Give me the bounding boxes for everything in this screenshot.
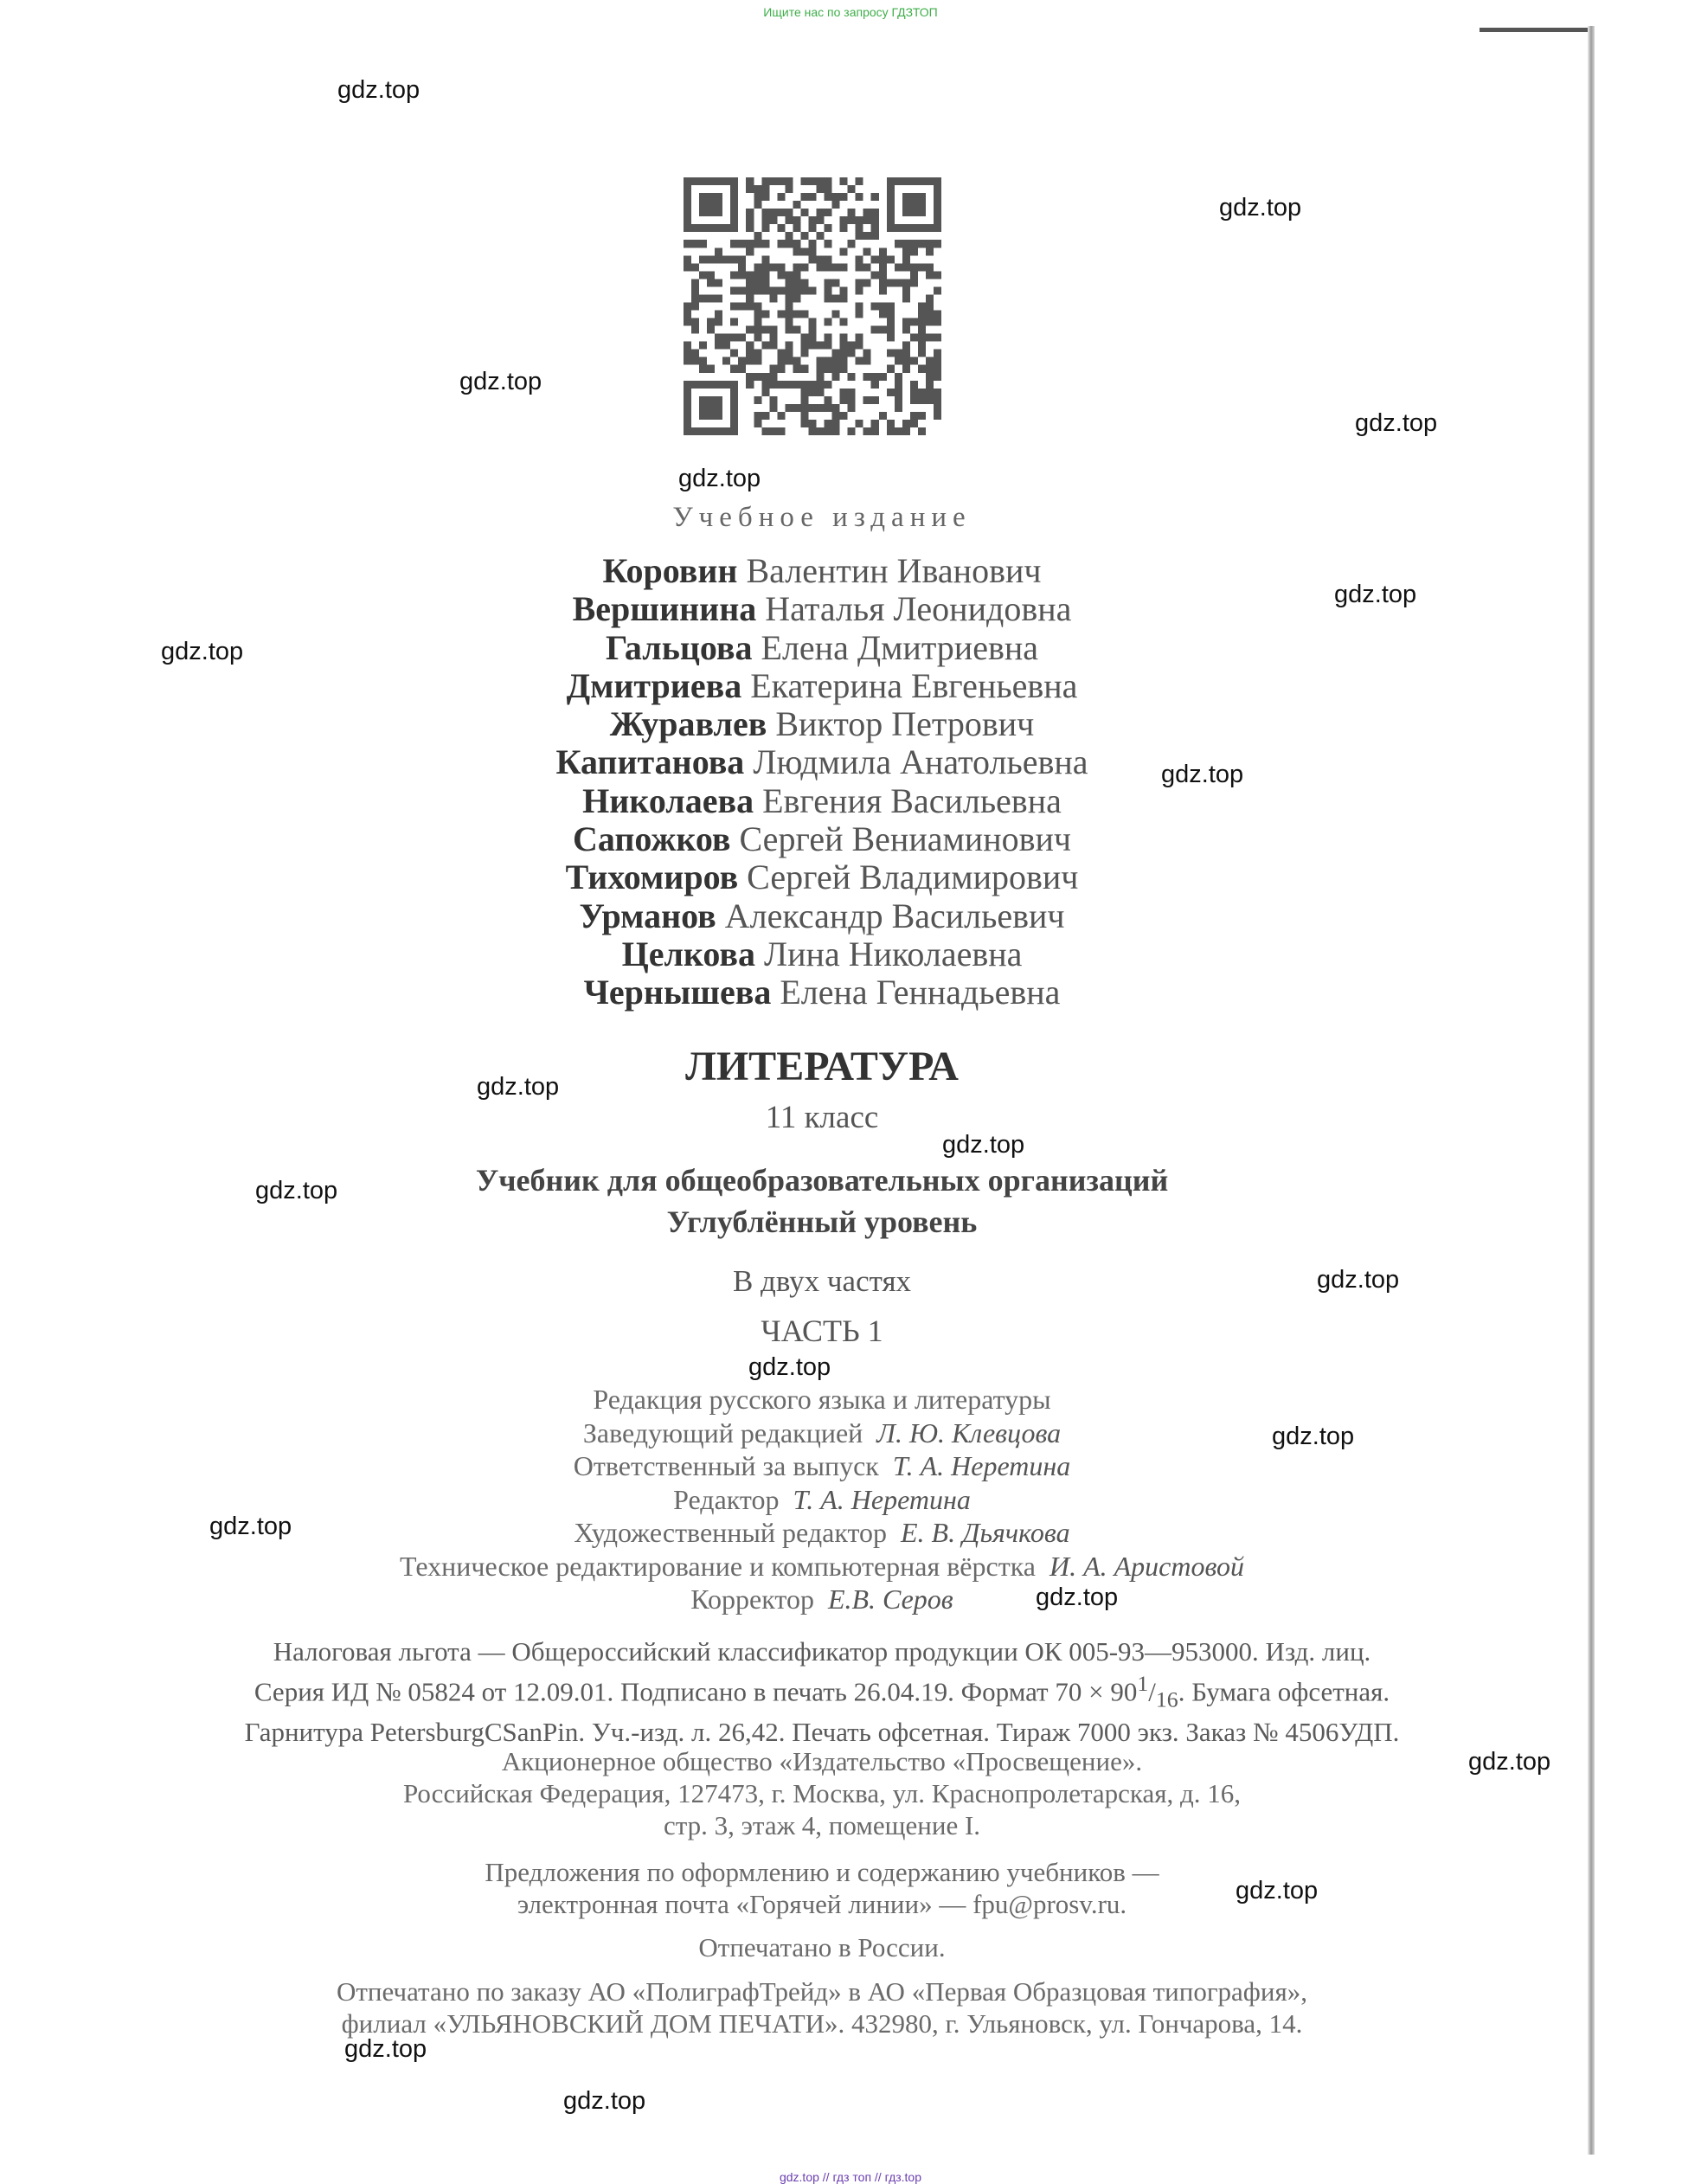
author-line (0, 705, 1644, 743)
watermark: gdz.top (1317, 1266, 1400, 1294)
format-text: Серия ИД № 05824 от 12.09.01. Подписано в печать 26.04.19. Формат 70 × 90 (254, 1676, 1138, 1707)
author-line (0, 667, 1644, 705)
author-surname: Целкова (621, 934, 756, 973)
author-surname: Чернышева (583, 973, 772, 1012)
tax-line: Налоговая льгота — Общероссийский классификатор продукции ОК 005-93—953000. Изд. лиц. (273, 1636, 1371, 1667)
watermark: gdz.top (161, 638, 244, 665)
author-name: Лина Николаевна (764, 934, 1023, 973)
author-line (0, 552, 1644, 590)
credit-name: Е.В. Серов (827, 1583, 953, 1615)
credit-label: Техническое редактирование и компьютерная вёрстка (400, 1550, 1036, 1582)
watermark: gdz.top (1219, 194, 1302, 222)
credit-label: Ответственный за выпуск (573, 1450, 879, 1481)
authors-list (0, 552, 1644, 1012)
credit-name: Т. А. Неретина (793, 1483, 971, 1515)
paper-text: . Бумага офсетная. (1178, 1676, 1390, 1707)
credit-line (0, 1516, 1644, 1550)
watermark: gdz.top (563, 2087, 646, 2115)
author-name: Елена Геннадьевна (780, 973, 1061, 1012)
qr-code (684, 177, 941, 435)
author-surname: Тихомиров (565, 858, 739, 897)
top-banner[interactable]: Ищите нас по запросу ГДЗТОП (763, 5, 938, 19)
author-surname: Вершинина (572, 589, 757, 629)
author-surname: Сапожков (572, 819, 731, 859)
bottom-banner[interactable]: gdz.top // гдз топ // гдз.top (779, 2170, 922, 2184)
credit-line (0, 1449, 1644, 1483)
book-grade: 11 класс (765, 1100, 879, 1135)
watermark: gdz.top (344, 2035, 427, 2063)
author-line (0, 973, 1644, 1012)
printer-line: Отпечатано по заказу АО «ПолиграфТрейд» в АО «Первая Образцовая типография», (337, 1976, 1307, 2007)
credit-name: И. А. Аристовой (1049, 1550, 1244, 1582)
tax-line (0, 1667, 1644, 1716)
format-numerator: 1 (1137, 1671, 1149, 1696)
credit-label: Художественный редактор (574, 1517, 887, 1548)
watermark: gdz.top (1036, 1583, 1119, 1611)
watermark: gdz.top (678, 465, 761, 492)
author-name: Сергей Владимирович (747, 858, 1079, 897)
publisher-line: Акционерное общество «Издательство «Просвещение». (501, 1746, 1143, 1776)
author-name: Екатерина Евгеньевна (750, 665, 1078, 705)
author-name: Людмила Анатольевна (753, 742, 1088, 782)
author-line (0, 743, 1644, 781)
publisher-line: Российская Федерация, 127473, г. Москва, ул. Краснопролетарская, д. 16, (402, 1778, 1242, 1808)
editorial-office: Редакция русского языка и литературы (593, 1384, 1051, 1415)
author-name: Виктор Петрович (775, 704, 1035, 744)
book-title: ЛИТЕРАТУРА (685, 1044, 959, 1089)
author-line (0, 935, 1644, 973)
book-subtitle (0, 1159, 1644, 1243)
watermark: gdz.top (209, 1513, 292, 1540)
author-surname: Капитанова (555, 742, 745, 782)
watermark: gdz.top (1468, 1748, 1551, 1776)
credit-line (0, 1550, 1644, 1583)
watermark: gdz.top (255, 1177, 338, 1204)
tax-info (0, 1635, 1644, 1748)
printed-in: Отпечатано в России. (698, 1932, 946, 1962)
credit-line (0, 1416, 1644, 1450)
credit-name: Л. Ю. Клевцова (876, 1416, 1062, 1449)
subtitle-line: Учебник для общеобразовательных организаций (475, 1163, 1169, 1198)
book-parts: В двух частях (732, 1264, 912, 1298)
author-line (0, 782, 1644, 820)
proposals-line: Предложения по оформлению и содержанию учебников — (485, 1857, 1159, 1887)
publisher-info (0, 1745, 1644, 1841)
book-part: ЧАСТЬ 1 (761, 1314, 883, 1348)
credit-name: Е. В. Дьячкова (901, 1517, 1070, 1548)
subtitle-line: Углублённый уровень (666, 1204, 978, 1239)
edition-label: Учебное издание (672, 502, 972, 533)
credit-label: Заведующий редакцией (582, 1416, 863, 1449)
author-line (0, 820, 1644, 858)
publisher-line: стр. 3, этаж 4, помещение I. (663, 1810, 981, 1840)
watermark: gdz.top (1161, 761, 1244, 788)
watermark: gdz.top (477, 1073, 560, 1101)
proposals-info (0, 1856, 1644, 1920)
author-line (0, 858, 1644, 896)
author-surname: Дмитриева (566, 665, 742, 705)
credit-line (0, 1583, 1644, 1616)
proposals-line: электронная почта «Горячей линии» — fpu@prosv.ru. (517, 1889, 1127, 1919)
author-surname: Гальцова (605, 627, 753, 667)
watermark: gdz.top (1272, 1423, 1355, 1450)
credit-line (0, 1483, 1644, 1517)
author-name: Александр Васильевич (724, 896, 1065, 935)
author-name: Наталья Леонидовна (765, 589, 1072, 629)
tax-line: Гарнитура PetersburgCSanPin. Уч.-изд. л. 26,42. Печать офсетная. Тираж 7000 экз. Заказ № 4506УДП. (244, 1716, 1400, 1747)
watermark: gdz.top (1355, 409, 1438, 437)
watermark: gdz.top (459, 368, 542, 395)
printer-info (0, 1975, 1644, 2039)
author-name: Валентин Иванович (746, 551, 1042, 590)
watermark: gdz.top (1334, 581, 1417, 608)
author-name: Евгения Васильевна (762, 780, 1062, 820)
credit-label: Редактор (673, 1483, 780, 1515)
author-surname: Урманов (579, 896, 716, 935)
author-line (0, 897, 1644, 935)
author-line (0, 590, 1644, 628)
corner-mark (1480, 28, 1592, 32)
author-surname: Николаева (582, 780, 754, 820)
credit-name: Т. А. Неретина (892, 1450, 1071, 1481)
format-denominator: 16 (1155, 1686, 1178, 1712)
author-line (0, 629, 1644, 667)
printer-line: филиал «УЛЬЯНОВСКИЙ ДОМ ПЕЧАТИ». 432980, г. Ульяновск, ул. Гончарова, 14. (341, 2008, 1303, 2039)
author-surname: Коровин (602, 551, 738, 590)
watermark: gdz.top (1236, 1877, 1319, 1905)
author-name: Сергей Вениаминович (739, 819, 1072, 859)
watermark: gdz.top (942, 1131, 1025, 1159)
credits-block (0, 1383, 1644, 1616)
format-slash: / (1148, 1676, 1156, 1707)
author-name: Елена Дмитриевна (761, 627, 1039, 667)
watermark: gdz.top (337, 76, 420, 104)
author-surname: Журавлев (609, 704, 767, 744)
credit-label: Корректор (690, 1583, 814, 1615)
watermark: gdz.top (748, 1353, 831, 1381)
